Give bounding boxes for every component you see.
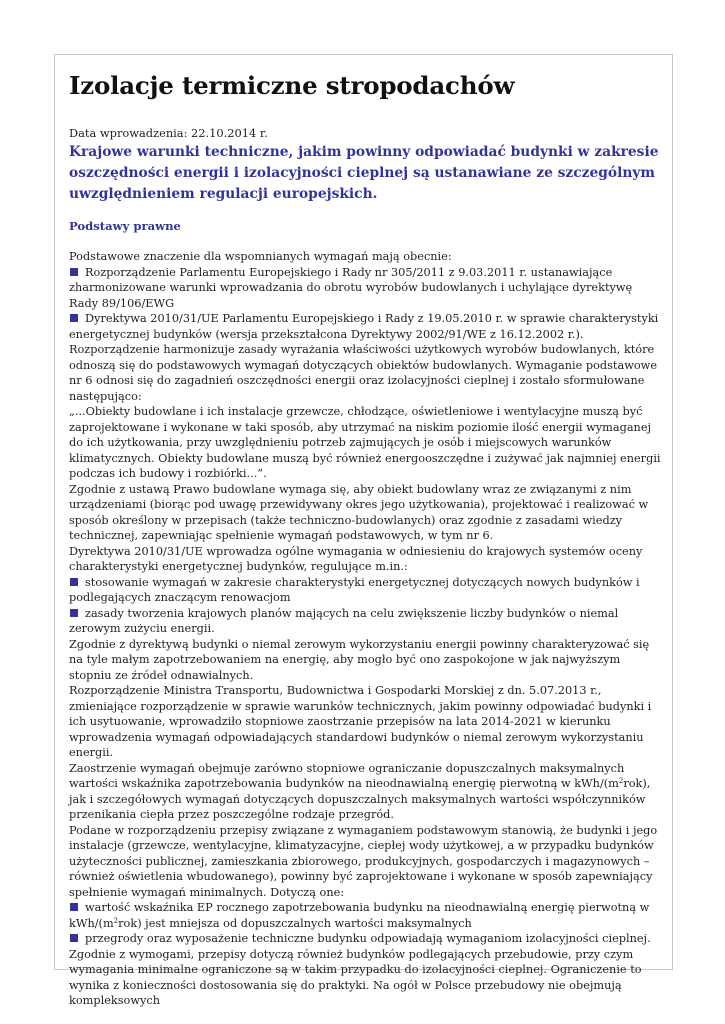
article-page bbox=[54, 54, 673, 1007]
publication-date: Data wprowadzenia: 22.10.2014 r. bbox=[69, 126, 268, 140]
article-content bbox=[69, 69, 661, 1009]
body-paragraph: „...Obiekty budowlane i ich instalacje grzewcze, chłodzące, oświetleniowe i wentylacyjne muszą być zaprojektowane i wykonane w taki sposób, aby utrzymać na niskim poziomie ilość energii wymaganej do ich użytkowania, przy uwzględnieniu potrzeb zajmujących je osób i miejscowych warunków klimatycznych. Obiekty budowlane muszą być również energooszczędne i zużywać jak najmniej energii podczas ich budowy i rozbiórki...”. bbox=[69, 405, 661, 480]
paragraph-text: Zaostrzenie wymagań obejmuje zarówno stopniowe ograniczanie dopuszczalnych maksymalnych wartości wskaźnika zapotrzebowania budynków na nieodnawialną energię pierwotną w kWh/(m bbox=[69, 761, 625, 790]
body-paragraph: Podstawowe znaczenie dla wspomnianych wymagań mają obecnie: bbox=[69, 250, 452, 263]
bullet-list-item bbox=[69, 900, 661, 931]
body-paragraph: Rozporządzenie Ministra Transportu, Budownictwa i Gospodarki Morskiej z dn. 5.07.2013 r., zmieniające rozporządzenie w sprawie warunków technicznych, jakim powinny odpowiadać budynki i ich usytuowanie, wprowadziło stopniowe zaostrzanie przepisów na lata 2014-2021 w kierunku wprowadzenia wymagań odpowiadających standardowi budynków o niemal zerowym wykorzystaniu energii. bbox=[69, 684, 652, 759]
body-paragraph bbox=[69, 761, 661, 823]
body-paragraph: Zgodnie z ustawą Prawo budowlane wymaga się, aby obiekt budowlany wraz ze związanymi z nim urządzeniami (biorąc pod uwagę przewidywany okres jego użytkowania), projektować i realizować w sposób określony w przepisach (także techniczno-budowlanych) oraz zgodnie z zasadami wiedzy technicznej, zapewniając spełnienie wymagań podstawowych, w tym nr 6. bbox=[69, 482, 649, 542]
article-body bbox=[69, 249, 661, 1009]
body-paragraph: Zgodnie z dyrektywą budynki o niemal zerowym wykorzystaniu energii powinny charakteryzować się na tyle małym zapotrzebowaniem na energię, aby mogło być ono zaspokojone w jak najwyższym stopniu ze źródeł odnawialnych. bbox=[69, 637, 650, 682]
bullet-list-item: zasady tworzenia krajowych planów mających na celu zwiększenie liczby budynków o niemal zerowym zużyciu energii. bbox=[69, 606, 661, 637]
page-title: Izolacje termiczne stropodachów bbox=[69, 71, 515, 100]
bullet-list-item: przegrody oraz wyposażenie techniczne budynku odpowiadają wymaganiom izolacyjności cieplnej. bbox=[69, 931, 661, 947]
superscript: 2 bbox=[618, 777, 624, 785]
body-paragraph: Podane w rozporządzeniu przepisy związane z wymaganiem podstawowym stanowią, że budynki i jego instalacje (grzewcze, wentylacyjne, klimatyzacyjne, ciepłej wody użytkowej, a w przypadku budynków użyteczności publicznej, zamieszkania zbiorowego, produkcyjnych, gospodarczych i magazynowych – również oświetlenia wbudowanego), powinny być zaprojektowane i wykonane w sposób zapewniający spełnienie wymagań minimalnych. Dotyczą one: bbox=[69, 823, 658, 899]
paragraph-text: rok), jak i szczegółowych wymagań dotyczących dopuszczalnych maksymalnych wartości współczynników przenikania ciepła przez poszczególne rodzaje przegród. bbox=[69, 777, 651, 821]
bullet-list-item: stosowanie wymagań w zakresie charakterystyki energetycznej dotyczących nowych budynków i podlegających znaczącym renowacjom bbox=[69, 575, 661, 606]
section-heading: Podstawy prawne bbox=[69, 219, 181, 233]
bullet-list-item: Rozporządzenie Parlamentu Europejskiego i Rady nr 305/2011 z 9.03.2011 r. ustanawiające zharmonizowane warunki wprowadzania do obrotu wyrobów budowlanych i uchylające dyrektywę Rady 89/106/EWG bbox=[69, 265, 661, 312]
body-paragraph: Rozporządzenie harmonizuje zasady wyrażania właściwości użytkowych wyrobów budowlanych, które odnoszą się do podstawowych wymagań dotyczących obiektów budowlanych. Wymaganie podstawowe nr 6 odnosi się do zagadnień oszczędności energii oraz izolacyjności cieplnej i zostało sformułowane następująco: bbox=[69, 343, 658, 403]
paragraph-text: rok) jest mniejsza od dopuszczalnych wartości maksymalnych bbox=[118, 916, 472, 930]
body-paragraph: Dyrektywa 2010/31/UE wprowadza ogólne wymagania w odniesieniu do krajowych systemów oceny charakterystyki energetycznej budynków, regulujące m.in.: bbox=[69, 544, 643, 573]
body-paragraph: Zgodnie z wymogami, przepisy dotyczą również budynków podlegających przebudowie, przy czym wymagania minimalne ograniczone są w takim przypadku do izolacyjności cieplnej. Ograniczenie to wynika z konieczności dostosowania się do praktyki. Na ogół w Polsce przebudowy nie obejmują kompleksowych bbox=[69, 947, 642, 1007]
superscript: 2 bbox=[113, 916, 119, 925]
paragraph-text: wartość wskaźnika EP rocznego zapotrzebowania budynku na nieodnawialną energię pierwotną w kWh/(m bbox=[69, 901, 650, 930]
bullet-list-item: Dyrektywa 2010/31/UE Parlamentu Europejskiego i Rady z 19.05.2010 r. w sprawie charakterystyki energetycznej budynków (wersja przekształcona Dyrektywy 2002/91/WE z 16.12.2002 r.). bbox=[69, 311, 661, 342]
article-lead: Krajowe warunki techniczne, jakim powinny odpowiadać budynki w zakresie oszczędności energii i izolacyjności cieplnej są ustanawiane ze szczególnym uwzględnieniem regulacji europejskich. bbox=[69, 144, 659, 202]
